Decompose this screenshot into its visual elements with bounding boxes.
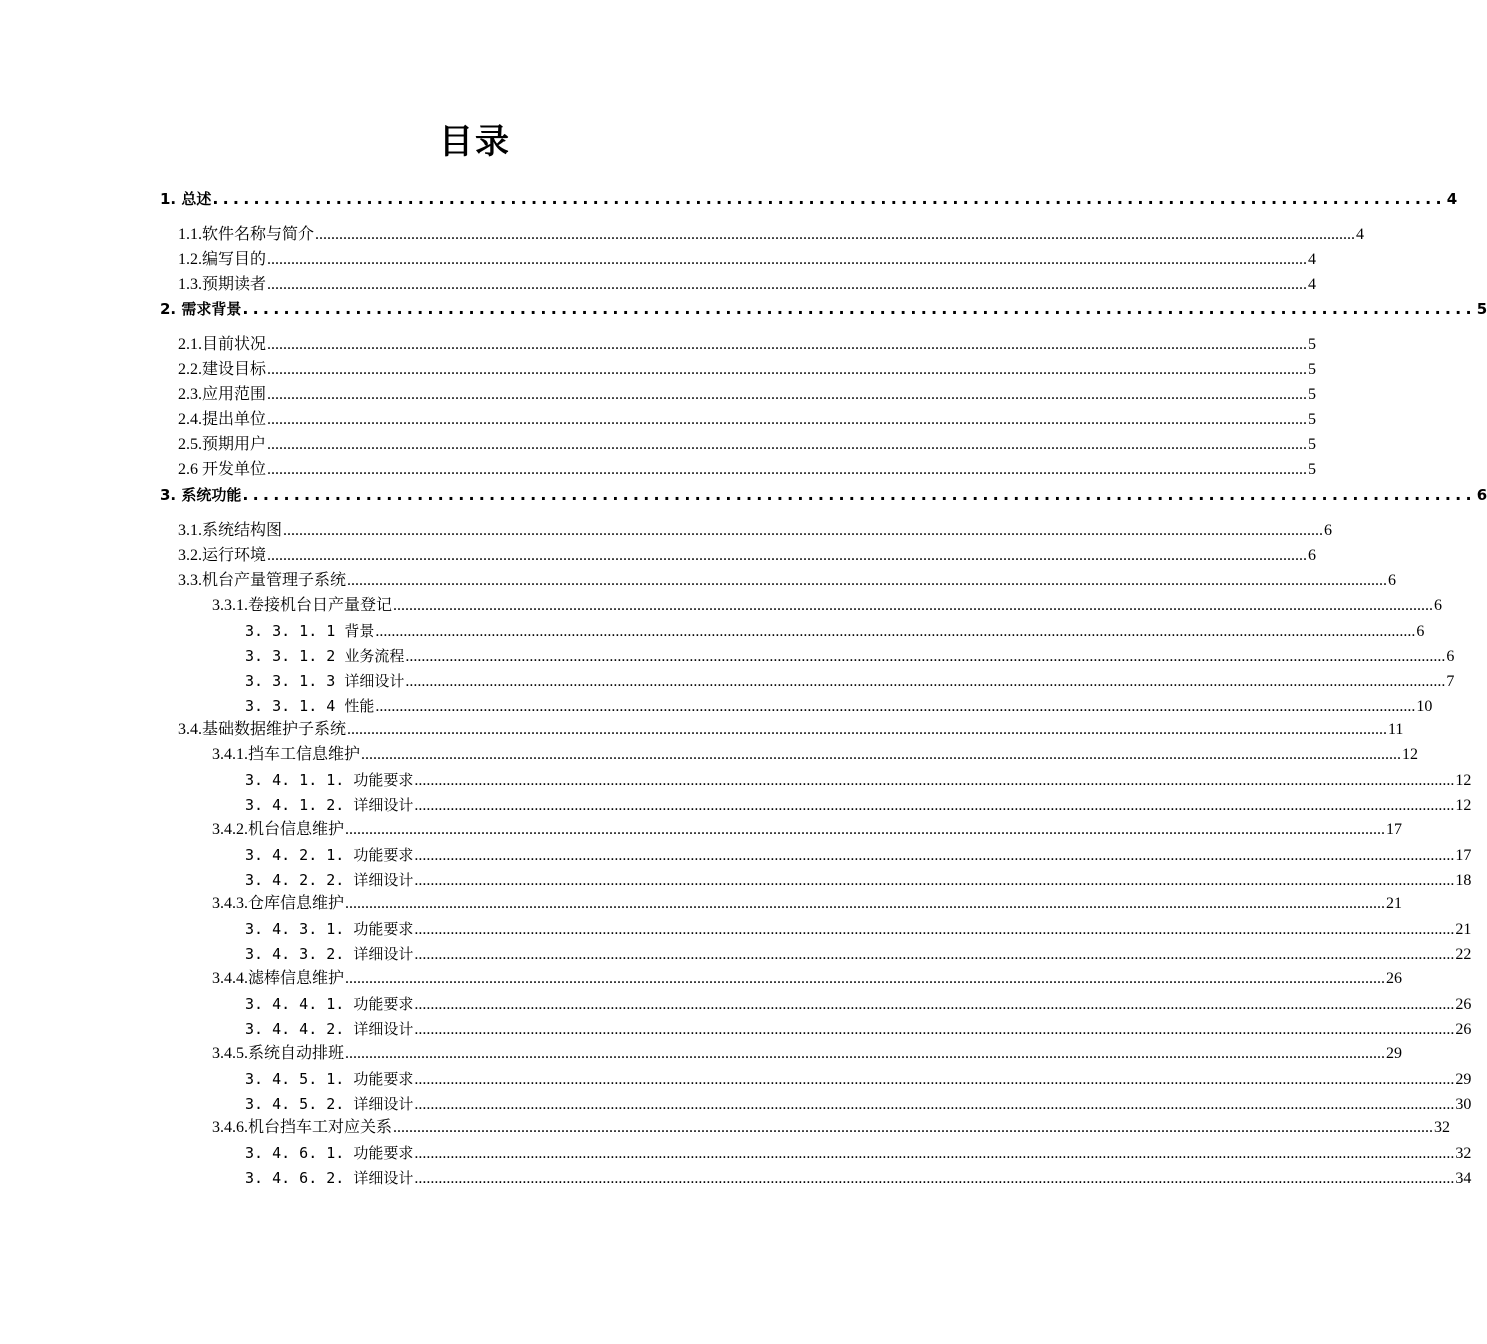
toc-entry[interactable] xyxy=(178,409,1317,431)
toc-entry-page: 12 xyxy=(1455,772,1472,789)
toc-entry-page: 21 xyxy=(1386,895,1403,912)
toc-entry[interactable] xyxy=(160,484,1487,506)
toc-entry-page: 18 xyxy=(1455,872,1472,889)
toc-entry[interactable] xyxy=(212,819,1403,841)
toc-entry[interactable] xyxy=(178,434,1317,456)
toc-entry-label: 2.3.应用范围 xyxy=(178,386,267,403)
toc-entry-label: 1. 总述 xyxy=(160,190,212,208)
toc-entry-page: 6 xyxy=(1446,648,1455,665)
toc-entry-page: 12 xyxy=(1402,746,1419,763)
toc-entry-page: 5 xyxy=(1476,300,1487,318)
toc-entry-page: 11 xyxy=(1388,721,1404,738)
toc-entry-label: 2.1.目前状况 xyxy=(178,336,267,353)
toc-entry-label: 3. 4. 4. 2. 详细设计 xyxy=(245,1020,414,1038)
toc-entry-label: 3. 4. 2. 2. 详细设计 xyxy=(245,871,414,889)
toc-entry-page: 5 xyxy=(1308,436,1317,453)
toc-dot-leader: .................................................................................................................................................................................................................................................................... xyxy=(345,895,1386,912)
toc-entry-label: 2.5.预期用户 xyxy=(178,436,267,453)
toc-entry-page: 6 xyxy=(1324,522,1333,539)
toc-entry-label: 3. 4. 5. 1. 功能要求 xyxy=(245,1070,414,1088)
toc-dot-leader: .................................................................................................................................................................................................................................................................... xyxy=(347,721,1388,738)
toc-dot-leader: .................................................................................................................................................................................................................................................................... xyxy=(375,698,1416,715)
toc-dot-leader: .................................................................................................................................................................................................................................................................... xyxy=(414,921,1455,938)
toc-entry-page: 34 xyxy=(1455,1170,1472,1187)
toc-entry-label: 3. 系统功能 xyxy=(160,486,242,504)
toc-entry-label: 3. 4. 2. 1. 功能要求 xyxy=(245,846,414,864)
toc-dot-leader: .................................................................................................................................................................................................................................................................... xyxy=(315,226,1356,243)
toc-entry[interactable] xyxy=(178,545,1317,567)
toc-dot-leader: .................................................................................................................................................................................................................................................................... xyxy=(414,872,1455,889)
toc-entry[interactable] xyxy=(245,1093,1472,1115)
toc-entry-page: 5 xyxy=(1308,336,1317,353)
toc-entry-label: 3.3.1.卷接机台日产量登记 xyxy=(212,597,393,614)
toc-dot-leader: .................................................................................................................................................................................................................................................................... xyxy=(347,572,1388,589)
toc-entry[interactable] xyxy=(245,670,1455,692)
toc-dot-leader: .................................................................................................................................................................................................................................................................... xyxy=(414,1096,1455,1113)
toc-entry[interactable] xyxy=(245,918,1472,940)
toc-entry-page: 4 xyxy=(1308,251,1317,268)
toc-entry-label: 3.1.系统结构图 xyxy=(178,522,283,539)
toc-entry-label: 3. 4. 5. 2. 详细设计 xyxy=(245,1095,414,1113)
toc-entry-page: 22 xyxy=(1455,946,1472,963)
toc-entry-page: 26 xyxy=(1386,970,1403,987)
toc-entry-label: 1.2.编写目的 xyxy=(178,251,267,268)
toc-entry-label: 3. 4. 3. 2. 详细设计 xyxy=(245,945,414,963)
toc-entry[interactable] xyxy=(178,359,1317,381)
toc-entry[interactable] xyxy=(212,893,1403,915)
toc-entry[interactable] xyxy=(245,769,1472,791)
toc-dot-leader: .................................................................................................................................................................................................................................................................... xyxy=(393,1119,1434,1136)
toc-entry[interactable] xyxy=(245,1142,1472,1164)
toc-entry-page: 7 xyxy=(1446,673,1455,690)
toc-title: 目录 xyxy=(439,122,511,162)
toc-dot-leader: .................................................................................................................................................................................................................................................................... xyxy=(267,386,1308,403)
toc-entry[interactable] xyxy=(178,224,1365,246)
toc-entry[interactable] xyxy=(212,744,1419,766)
toc-entry-label: 2.6 开发单位 xyxy=(178,461,267,478)
toc-entry-page: 32 xyxy=(1434,1119,1451,1136)
toc-entry[interactable] xyxy=(178,719,1404,741)
toc-entry-label: 3.4.5.系统自动排班 xyxy=(212,1045,345,1062)
toc-entry-page: 29 xyxy=(1455,1071,1472,1088)
toc-entry-page: 4 xyxy=(1308,276,1317,293)
toc-entry-page: 5 xyxy=(1308,461,1317,478)
toc-dot-leader: ........................................................................................................................ xyxy=(212,189,1446,208)
toc-dot-leader: .................................................................................................................................................................................................................................................................... xyxy=(414,946,1455,963)
toc-entry-page: 5 xyxy=(1308,411,1317,428)
toc-entry-label: 3. 3. 1. 2 业务流程 xyxy=(245,647,405,665)
toc-dot-leader: .................................................................................................................................................................................................................................................................... xyxy=(267,436,1308,453)
toc-entry[interactable] xyxy=(178,570,1397,592)
toc-entry-label: 3.3.机台产量管理子系统 xyxy=(178,572,347,589)
toc-dot-leader: .................................................................................................................................................................................................................................................................... xyxy=(345,970,1386,987)
toc-dot-leader: .................................................................................................................................................................................................................................................................... xyxy=(405,648,1446,665)
toc-entry-page: 12 xyxy=(1455,797,1472,814)
toc-entry-label: 3.4.基础数据维护子系统 xyxy=(178,721,347,738)
toc-entry[interactable] xyxy=(160,188,1458,210)
toc-entry-label: 3. 4. 6. 2. 详细设计 xyxy=(245,1169,414,1187)
toc-entry[interactable] xyxy=(245,645,1455,667)
toc-entry-page: 29 xyxy=(1386,1045,1403,1062)
toc-entry-page: 10 xyxy=(1416,698,1433,715)
toc-entry-page: 21 xyxy=(1455,921,1472,938)
toc-entry-label: 3.4.1.挡车工信息维护 xyxy=(212,746,361,763)
toc-entry-page: 30 xyxy=(1455,1096,1472,1113)
toc-dot-leader: .................................................................................................................................................................................................................................................................... xyxy=(267,361,1308,378)
toc-dot-leader: .................................................................................................................................................................................................................................................................... xyxy=(361,746,1402,763)
toc-dot-leader: .................................................................................................................................................................................................................................................................... xyxy=(345,1045,1386,1062)
toc-entry-label: 3. 4. 1. 2. 详细设计 xyxy=(245,796,414,814)
toc-entry-page: 5 xyxy=(1308,361,1317,378)
toc-entry[interactable] xyxy=(245,844,1472,866)
toc-entry-label: 3.4.3.仓库信息维护 xyxy=(212,895,345,912)
toc-entry[interactable] xyxy=(178,384,1317,406)
toc-entry-page: 32 xyxy=(1455,1145,1472,1162)
toc-entry-label: 3.4.6.机台挡车工对应关系 xyxy=(212,1119,393,1136)
toc-entry-page: 26 xyxy=(1455,1021,1472,1038)
toc-dot-leader: .................................................................................................................................................................................................................................................................... xyxy=(267,336,1308,353)
toc-entry[interactable] xyxy=(212,1117,1451,1139)
toc-entry[interactable] xyxy=(245,869,1472,891)
toc-dot-leader: ........................................................................................................................ xyxy=(242,299,1476,318)
toc-entry-page: 4 xyxy=(1356,226,1365,243)
toc-dot-leader: ........................................................................................................................ xyxy=(242,485,1476,504)
toc-entry-label: 2.4.提出单位 xyxy=(178,411,267,428)
toc-entry-page: 5 xyxy=(1308,386,1317,403)
toc-dot-leader: .................................................................................................................................................................................................................................................................... xyxy=(267,547,1308,564)
toc-entry[interactable] xyxy=(178,274,1317,296)
toc-dot-leader: .................................................................................................................................................................................................................................................................... xyxy=(414,1170,1455,1187)
toc-entry[interactable] xyxy=(245,620,1425,642)
toc-entry-page: 6 xyxy=(1416,623,1425,640)
toc-entry[interactable] xyxy=(212,1043,1403,1065)
toc-entry-page: 6 xyxy=(1434,597,1443,614)
toc-dot-leader: .................................................................................................................................................................................................................................................................... xyxy=(267,411,1308,428)
toc-dot-leader: .................................................................................................................................................................................................................................................................... xyxy=(414,772,1455,789)
toc-entry-page: 4 xyxy=(1446,190,1458,208)
toc-dot-leader: .................................................................................................................................................................................................................................................................... xyxy=(414,797,1455,814)
toc-entry-label: 3. 4. 1. 1. 功能要求 xyxy=(245,771,414,789)
toc-entry[interactable] xyxy=(245,993,1472,1015)
toc-entry-label: 3. 4. 4. 1. 功能要求 xyxy=(245,995,414,1013)
toc-entry[interactable] xyxy=(212,595,1443,617)
toc-entry[interactable] xyxy=(178,334,1317,356)
toc-entry-page: 6 xyxy=(1476,486,1487,504)
toc-dot-leader: .................................................................................................................................................................................................................................................................... xyxy=(267,461,1308,478)
toc-entry-label: 3.4.4.滤棒信息维护 xyxy=(212,970,345,987)
toc-dot-leader: .................................................................................................................................................................................................................................................................... xyxy=(414,1145,1455,1162)
toc-entry-label: 3. 3. 1. 3 详细设计 xyxy=(245,672,405,690)
toc-entry[interactable] xyxy=(245,943,1472,965)
toc-dot-leader: .................................................................................................................................................................................................................................................................... xyxy=(414,847,1455,864)
toc-dot-leader: .................................................................................................................................................................................................................................................................... xyxy=(414,1021,1455,1038)
toc-dot-leader: .................................................................................................................................................................................................................................................................... xyxy=(405,673,1446,690)
toc-dot-leader: .................................................................................................................................................................................................................................................................... xyxy=(414,996,1455,1013)
toc-dot-leader: .................................................................................................................................................................................................................................................................... xyxy=(414,1071,1455,1088)
toc-entry-page: 17 xyxy=(1386,821,1403,838)
toc-entry-label: 2. 需求背景 xyxy=(160,300,242,318)
toc-entry-label: 3.4.2.机台信息维护 xyxy=(212,821,345,838)
toc-entry-label: 1.3.预期读者 xyxy=(178,276,267,293)
toc-entry[interactable] xyxy=(178,249,1317,271)
toc-dot-leader: .................................................................................................................................................................................................................................................................... xyxy=(375,623,1416,640)
toc-dot-leader: .................................................................................................................................................................................................................................................................... xyxy=(393,597,1434,614)
toc-entry[interactable] xyxy=(245,794,1472,816)
toc-dot-leader: .................................................................................................................................................................................................................................................................... xyxy=(283,522,1324,539)
toc-entry[interactable] xyxy=(245,695,1433,717)
toc-entry-page: 17 xyxy=(1455,847,1472,864)
toc-entry-label: 2.2.建设目标 xyxy=(178,361,267,378)
toc-dot-leader: .................................................................................................................................................................................................................................................................... xyxy=(345,821,1386,838)
toc-entry-label: 3. 4. 3. 1. 功能要求 xyxy=(245,920,414,938)
toc-entry-label: 3.2.运行环境 xyxy=(178,547,267,564)
toc-entry-page: 6 xyxy=(1388,572,1397,589)
toc-entry-label: 1.1.软件名称与简介 xyxy=(178,226,315,243)
toc-entry-page: 26 xyxy=(1455,996,1472,1013)
toc-entry-label: 3. 3. 1. 1 背景 xyxy=(245,622,375,640)
toc-entry-page: 6 xyxy=(1308,547,1317,564)
toc-dot-leader: .................................................................................................................................................................................................................................................................... xyxy=(267,251,1308,268)
toc-entry[interactable] xyxy=(245,1068,1472,1090)
toc-dot-leader: .................................................................................................................................................................................................................................................................... xyxy=(267,276,1308,293)
toc-entry[interactable] xyxy=(212,968,1403,990)
toc-entry-label: 3. 3. 1. 4 性能 xyxy=(245,697,375,715)
toc-entry-label: 3. 4. 6. 1. 功能要求 xyxy=(245,1144,414,1162)
toc-entry[interactable] xyxy=(160,298,1487,320)
toc-entry[interactable] xyxy=(178,459,1317,481)
toc-entry[interactable] xyxy=(245,1018,1472,1040)
toc-entry[interactable] xyxy=(245,1167,1472,1189)
toc-entry[interactable] xyxy=(178,520,1333,542)
